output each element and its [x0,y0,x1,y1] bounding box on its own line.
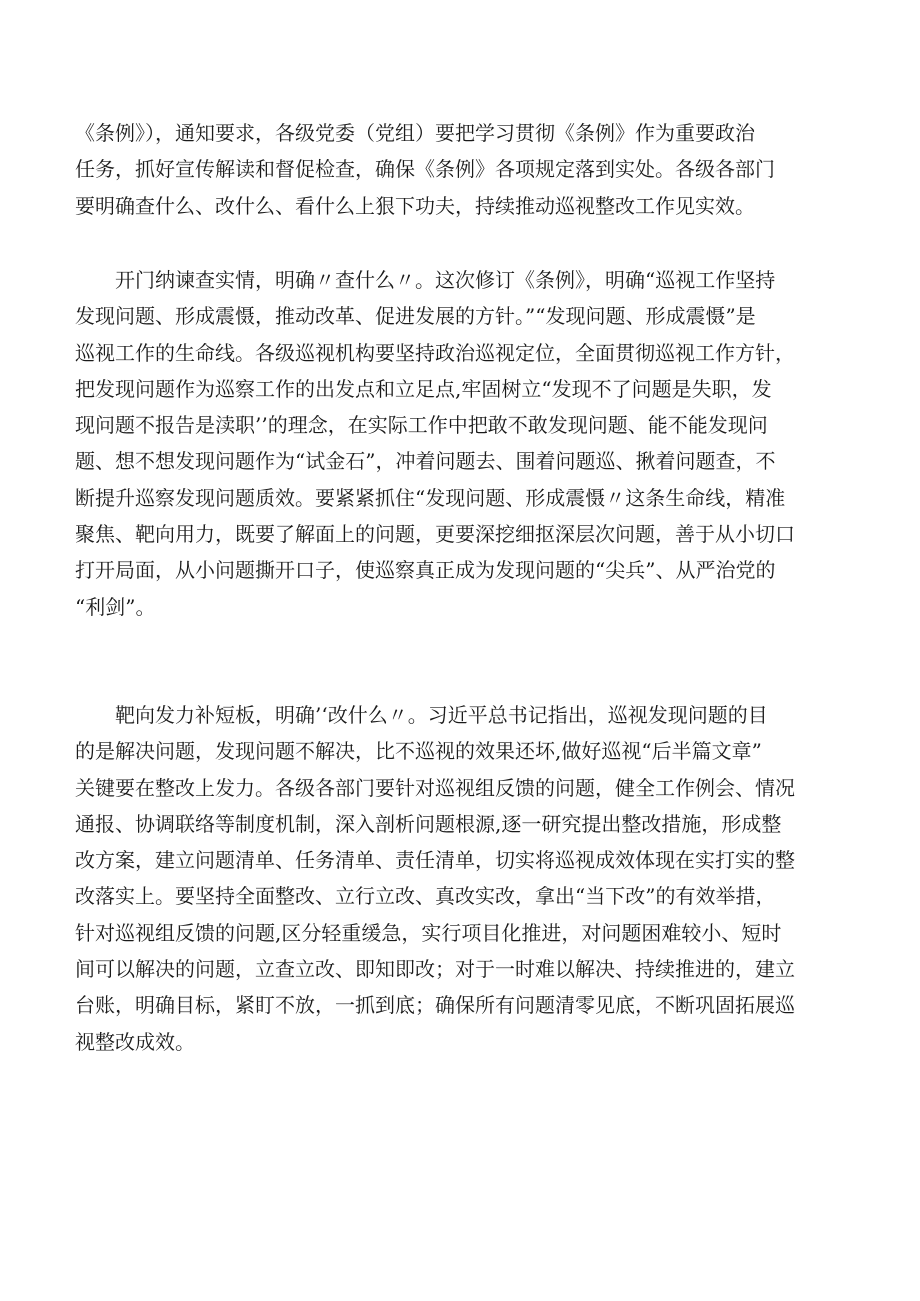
text-line: 《条例》），通知要求，各级党委（党组）要把学习贯彻《条例》作为重要政治 [75,121,755,145]
paragraph-notice [75,115,852,224]
text-line: 台账，明确目标，紧盯不放，一抓到底；确保所有问题清零见底，不断巩固拓展巡 [75,993,795,1018]
text-line: 靶向发力补短板，明确’‘改什么〃。习近平总书记指出，巡视发现问题的目 [115,703,768,727]
text-line: 巡视工作的生命线。各级巡视机构要坚持政治巡视定位，全面贯彻巡视工作方针， [75,340,795,365]
text-line: 改落实上。要坚持全面整改、立行立改、真改实改，拿出“当下改”的有效举措， [75,884,776,909]
text-line: 改方案，建立问题清单、任务清单、责任清单，切实将巡视成效体现在实打实的整 [75,848,795,873]
text-line: 任务，抓好宣传解读和督促检查，确保《条例》各项规定落到实处。各级各部门 [75,157,775,182]
text-line: 通报、协调联络等制度机制，深入剖析问题根源,逐一研究提出整改措施，形成整 [75,811,782,836]
text-line: 针对巡视组反馈的问题,区分轻重缓急，实行项目化推进，对问题困难较小、短时 [75,920,782,945]
text-line: 题、想不想发现问题作为“试金石”，冲着问题去、围着问题巡、揪着问题查，不 [75,449,776,474]
text-line: 的是解决问题，发现问题不解决，比不巡视的效果还坏,做好巡视“后半篇文章” [75,739,762,764]
text-line: 间可以解决的问题，立查立改、即知即改；对于一时难以解决、持续推进的，建立 [75,957,795,982]
text-line: 开门纳谏查实情，明确〃查什么〃。这次修订《条例》，明确“巡视工作坚持 [115,268,776,292]
text-line: 把发现问题作为巡察工作的出发点和立足点,牢固树立“发现不了问题是失职，发 [75,376,772,401]
text-line: 断提升巡察发现问题质效。要紧紧抓住“发现问题、形成震慑〃这条生命线，精准 [75,485,786,510]
paragraph-what-to-fix [75,697,852,1060]
text-line: 发现问题、形成震慑，推动改革、促进发展的方针。”“发现问题、形成震慑”是 [75,304,756,329]
text-line: 关键要在整改上发力。各级各部门要针对巡视组反馈的问题，健全工作例会、情况 [75,775,795,800]
text-line: 聚焦、靶向用力，既要了解面上的问题，更要深挖细抠深层次问题，善于从小切口 [75,522,795,547]
text-line: 现问题不报告是渎职’’的理念，在实际工作中把敢不敢发现问题、能不能发现问 [75,413,768,438]
text-line: 要明确查什么、改什么、看什么上狠下功夫，持续推动巡视整改工作见实效。 [75,193,755,218]
paragraph-what-to-check [75,262,852,625]
text-line: “利剑”。 [75,594,156,619]
text-line: 打开局面，从小问题撕开口子，使巡察真正成为发现问题的“尖兵”、从严治党的 [75,558,776,583]
text-line: 视整改成效。 [75,1029,195,1054]
